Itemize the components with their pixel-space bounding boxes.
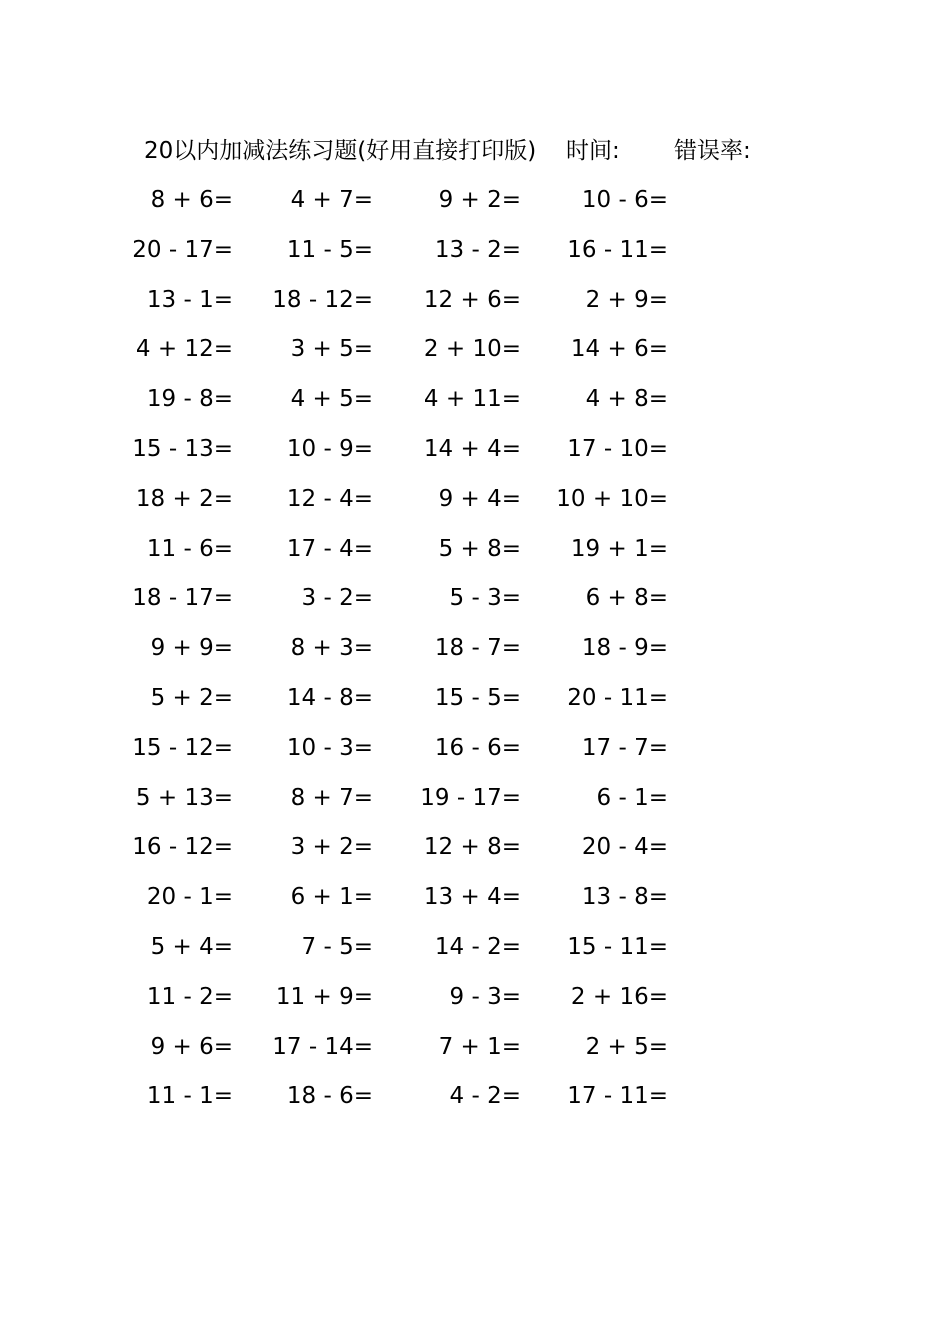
arithmetic-problem: 20 - 11=	[567, 684, 668, 711]
problem-row	[0, 280, 950, 330]
arithmetic-problem: 9 + 4=	[438, 485, 521, 512]
arithmetic-problem: 15 - 12=	[132, 734, 233, 761]
arithmetic-problem: 18 - 7=	[434, 635, 521, 662]
arithmetic-problem: 11 + 9=	[275, 983, 373, 1010]
arithmetic-problem: 4 + 7=	[290, 187, 373, 213]
time-label: 时间:	[566, 138, 620, 164]
arithmetic-problem: 18 - 12=	[272, 286, 373, 313]
arithmetic-problem: 17 - 7=	[581, 734, 668, 761]
arithmetic-problem: 2 + 9=	[585, 286, 668, 313]
arithmetic-problem: 17 - 4=	[286, 535, 373, 562]
problem-row	[0, 678, 950, 728]
arithmetic-problem: 18 - 17=	[132, 585, 233, 612]
arithmetic-problem: 10 - 3=	[286, 734, 373, 761]
arithmetic-problem: 13 - 1=	[146, 286, 233, 313]
arithmetic-problem: 8 + 7=	[290, 784, 373, 811]
arithmetic-problem: 18 - 9=	[581, 635, 668, 662]
arithmetic-problem: 10 - 9=	[286, 435, 373, 462]
arithmetic-problem: 18 + 2=	[135, 485, 233, 512]
arithmetic-problem: 3 - 2=	[301, 585, 373, 612]
arithmetic-problem: 11 - 1=	[146, 1083, 233, 1110]
arithmetic-problem: 12 + 6=	[423, 286, 521, 313]
arithmetic-problem: 9 + 2=	[438, 187, 521, 213]
arithmetic-problem: 6 - 1=	[596, 784, 668, 811]
arithmetic-problem: 10 + 10=	[556, 485, 668, 512]
arithmetic-problem: 19 - 17=	[420, 784, 521, 811]
arithmetic-problem: 5 - 3=	[449, 585, 521, 612]
arithmetic-problem: 6 + 8=	[585, 585, 668, 612]
arithmetic-problem: 13 + 4=	[423, 884, 521, 911]
arithmetic-problem: 4 + 8=	[585, 386, 668, 413]
problem-row	[0, 877, 950, 927]
arithmetic-problem: 3 + 5=	[290, 336, 373, 363]
arithmetic-problem: 15 - 5=	[434, 684, 521, 711]
arithmetic-problem: 11 - 2=	[146, 983, 233, 1010]
arithmetic-problem: 15 - 11=	[567, 933, 668, 960]
arithmetic-problem: 19 + 1=	[570, 535, 668, 562]
arithmetic-problem: 7 + 1=	[438, 1033, 521, 1060]
arithmetic-problem: 11 - 6=	[146, 535, 233, 562]
problem-row	[0, 827, 950, 877]
arithmetic-problem: 3 + 2=	[290, 834, 373, 861]
problem-grid	[0, 180, 950, 1126]
arithmetic-problem: 14 - 8=	[286, 684, 373, 711]
problem-row	[0, 927, 950, 977]
arithmetic-problem: 5 + 4=	[150, 933, 233, 960]
arithmetic-problem: 13 - 8=	[581, 884, 668, 911]
problem-row	[0, 578, 950, 628]
arithmetic-problem: 5 + 2=	[150, 684, 233, 711]
arithmetic-problem: 17 - 14=	[272, 1033, 373, 1060]
arithmetic-problem: 10 - 6=	[581, 187, 668, 213]
problem-row	[0, 628, 950, 678]
arithmetic-problem: 4 + 11=	[423, 386, 521, 413]
problem-row	[0, 1027, 950, 1077]
arithmetic-problem: 14 + 4=	[423, 435, 521, 462]
arithmetic-problem: 14 + 6=	[570, 336, 668, 363]
arithmetic-problem: 18 - 6=	[286, 1083, 373, 1110]
problem-row	[0, 379, 950, 429]
arithmetic-problem: 9 + 6=	[150, 1033, 233, 1060]
arithmetic-problem: 11 - 5=	[286, 236, 373, 263]
arithmetic-problem: 5 + 8=	[438, 535, 521, 562]
arithmetic-problem: 2 + 16=	[570, 983, 668, 1010]
problem-row	[0, 1076, 950, 1126]
arithmetic-problem: 16 - 11=	[567, 236, 668, 263]
arithmetic-problem: 2 + 5=	[585, 1033, 668, 1060]
arithmetic-problem: 20 - 4=	[581, 834, 668, 861]
arithmetic-problem: 17 - 10=	[567, 435, 668, 462]
arithmetic-problem: 12 + 8=	[423, 834, 521, 861]
problem-row	[0, 728, 950, 778]
arithmetic-problem: 16 - 12=	[132, 834, 233, 861]
problem-row	[0, 329, 950, 379]
arithmetic-problem: 12 - 4=	[286, 485, 373, 512]
problem-row	[0, 479, 950, 529]
arithmetic-problem: 13 - 2=	[434, 236, 521, 263]
worksheet-title: 20以内加减法练习题(好用直接打印版)	[144, 138, 537, 164]
arithmetic-problem: 9 - 3=	[449, 983, 521, 1010]
problem-row	[0, 230, 950, 280]
arithmetic-problem: 17 - 11=	[567, 1083, 668, 1110]
error-rate-label: 错误率:	[674, 138, 751, 164]
arithmetic-problem: 8 + 3=	[290, 635, 373, 662]
arithmetic-problem: 8 + 6=	[150, 187, 233, 213]
arithmetic-problem: 2 + 10=	[423, 336, 521, 363]
arithmetic-problem: 20 - 1=	[146, 884, 233, 911]
arithmetic-problem: 16 - 6=	[434, 734, 521, 761]
problem-row	[0, 977, 950, 1027]
problem-row	[0, 778, 950, 828]
arithmetic-problem: 9 + 9=	[150, 635, 233, 662]
arithmetic-problem: 15 - 13=	[132, 435, 233, 462]
arithmetic-problem: 4 + 5=	[290, 386, 373, 413]
arithmetic-problem: 7 - 5=	[301, 933, 373, 960]
arithmetic-problem: 4 - 2=	[449, 1083, 521, 1110]
problem-row	[0, 529, 950, 579]
problem-row	[0, 429, 950, 479]
arithmetic-problem: 14 - 2=	[434, 933, 521, 960]
arithmetic-problem: 4 + 12=	[135, 336, 233, 363]
problem-row	[0, 180, 950, 230]
arithmetic-problem: 19 - 8=	[146, 386, 233, 413]
arithmetic-problem: 5 + 13=	[135, 784, 233, 811]
arithmetic-problem: 6 + 1=	[290, 884, 373, 911]
arithmetic-problem: 20 - 17=	[132, 236, 233, 263]
